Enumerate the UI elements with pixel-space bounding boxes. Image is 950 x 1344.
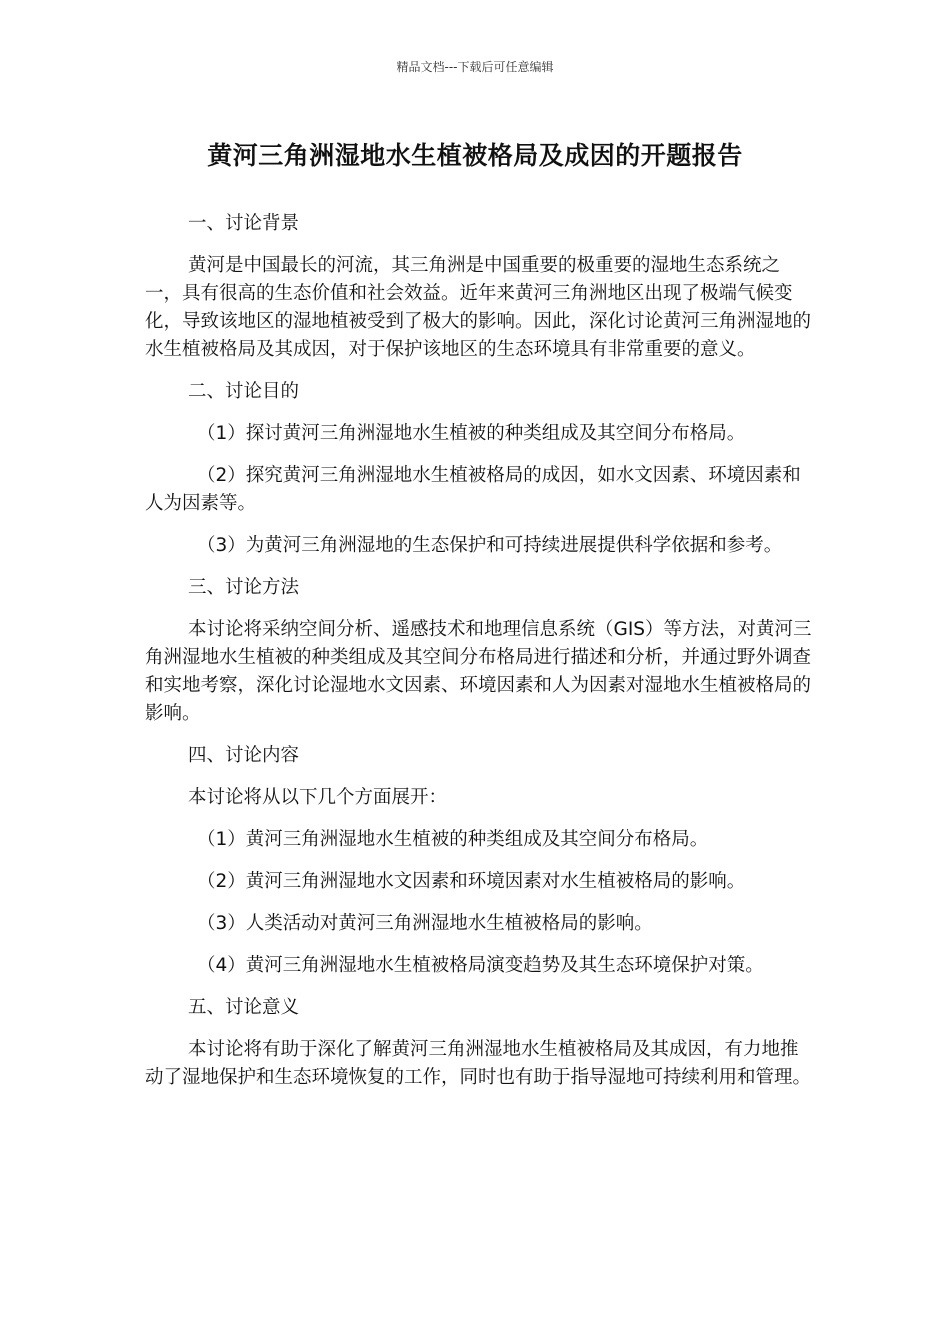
content-intro: 本讨论将从以下几个方面展开： <box>188 787 448 808</box>
content-item-1: （1）黄河三角洲湿地水生植被的种类组成及其空间分布格局。 <box>197 829 709 850</box>
purpose-item-1: （1）探讨黄河三角洲湿地水生植被的种类组成及其空间分布格局。 <box>197 423 746 444</box>
content-item-2: （2）黄河三角洲湿地水文因素和环境因素对水生植被格局的影响。 <box>197 871 746 892</box>
section-heading-significance: 五、讨论意义 <box>188 997 300 1018</box>
section-heading-purpose: 二、讨论目的 <box>188 381 300 402</box>
document-title: 黄河三角洲湿地水生植被格局及成因的开题报告 <box>207 141 743 170</box>
method-paragraph: 本讨论将采纳空间分析、遥感技术和地理信息系统（GIS）等方法，对黄河三角洲湿地水生植被的种类组成及其空间分布格局进行描述和分析，并通过野外调查和实地考察，深化讨论湿地水文因素、环境因素和人为因素对湿地水生植被格局的影响。 <box>145 619 812 724</box>
section-heading-content: 四、讨论内容 <box>188 745 300 766</box>
document-body <box>145 210 813 1106</box>
content-item-4: （4）黄河三角洲湿地水生植被格局演变趋势及其生态环境保护对策。 <box>197 955 764 976</box>
section-heading-method: 三、讨论方法 <box>188 577 300 598</box>
purpose-item-2: （2）探究黄河三角洲湿地水生植被格局的成因，如水文因素、环境因素和人为因素等。 <box>145 465 801 514</box>
section-heading-background: 一、讨论背景 <box>188 213 300 234</box>
purpose-item-3: （3）为黄河三角洲湿地的生态保护和可持续进展提供科学依据和参考。 <box>197 535 783 556</box>
page-header: 精品文档---下载后可任意编辑 <box>396 60 554 74</box>
content-item-3: （3）人类活动对黄河三角洲湿地水生植被格局的影响。 <box>197 913 653 934</box>
background-paragraph: 黄河是中国最长的河流，其三角洲是中国重要的极重要的湿地生态系统之一，具有很高的生态价值和社会效益。近年来黄河三角洲地区出现了极端气候变化，导致该地区的湿地植被受到了极大的影响。因此，深化讨论黄河三角洲湿地的水生植被格局及其成因，对于保护该地区的生态环境具有非常重要的意义。 <box>145 255 812 360</box>
significance-paragraph: 本讨论将有助于深化了解黄河三角洲湿地水生植被格局及其成因，有力地推动了湿地保护和生态环境恢复的工作，同时也有助于指导湿地可持续利用和管理。 <box>145 1039 812 1088</box>
